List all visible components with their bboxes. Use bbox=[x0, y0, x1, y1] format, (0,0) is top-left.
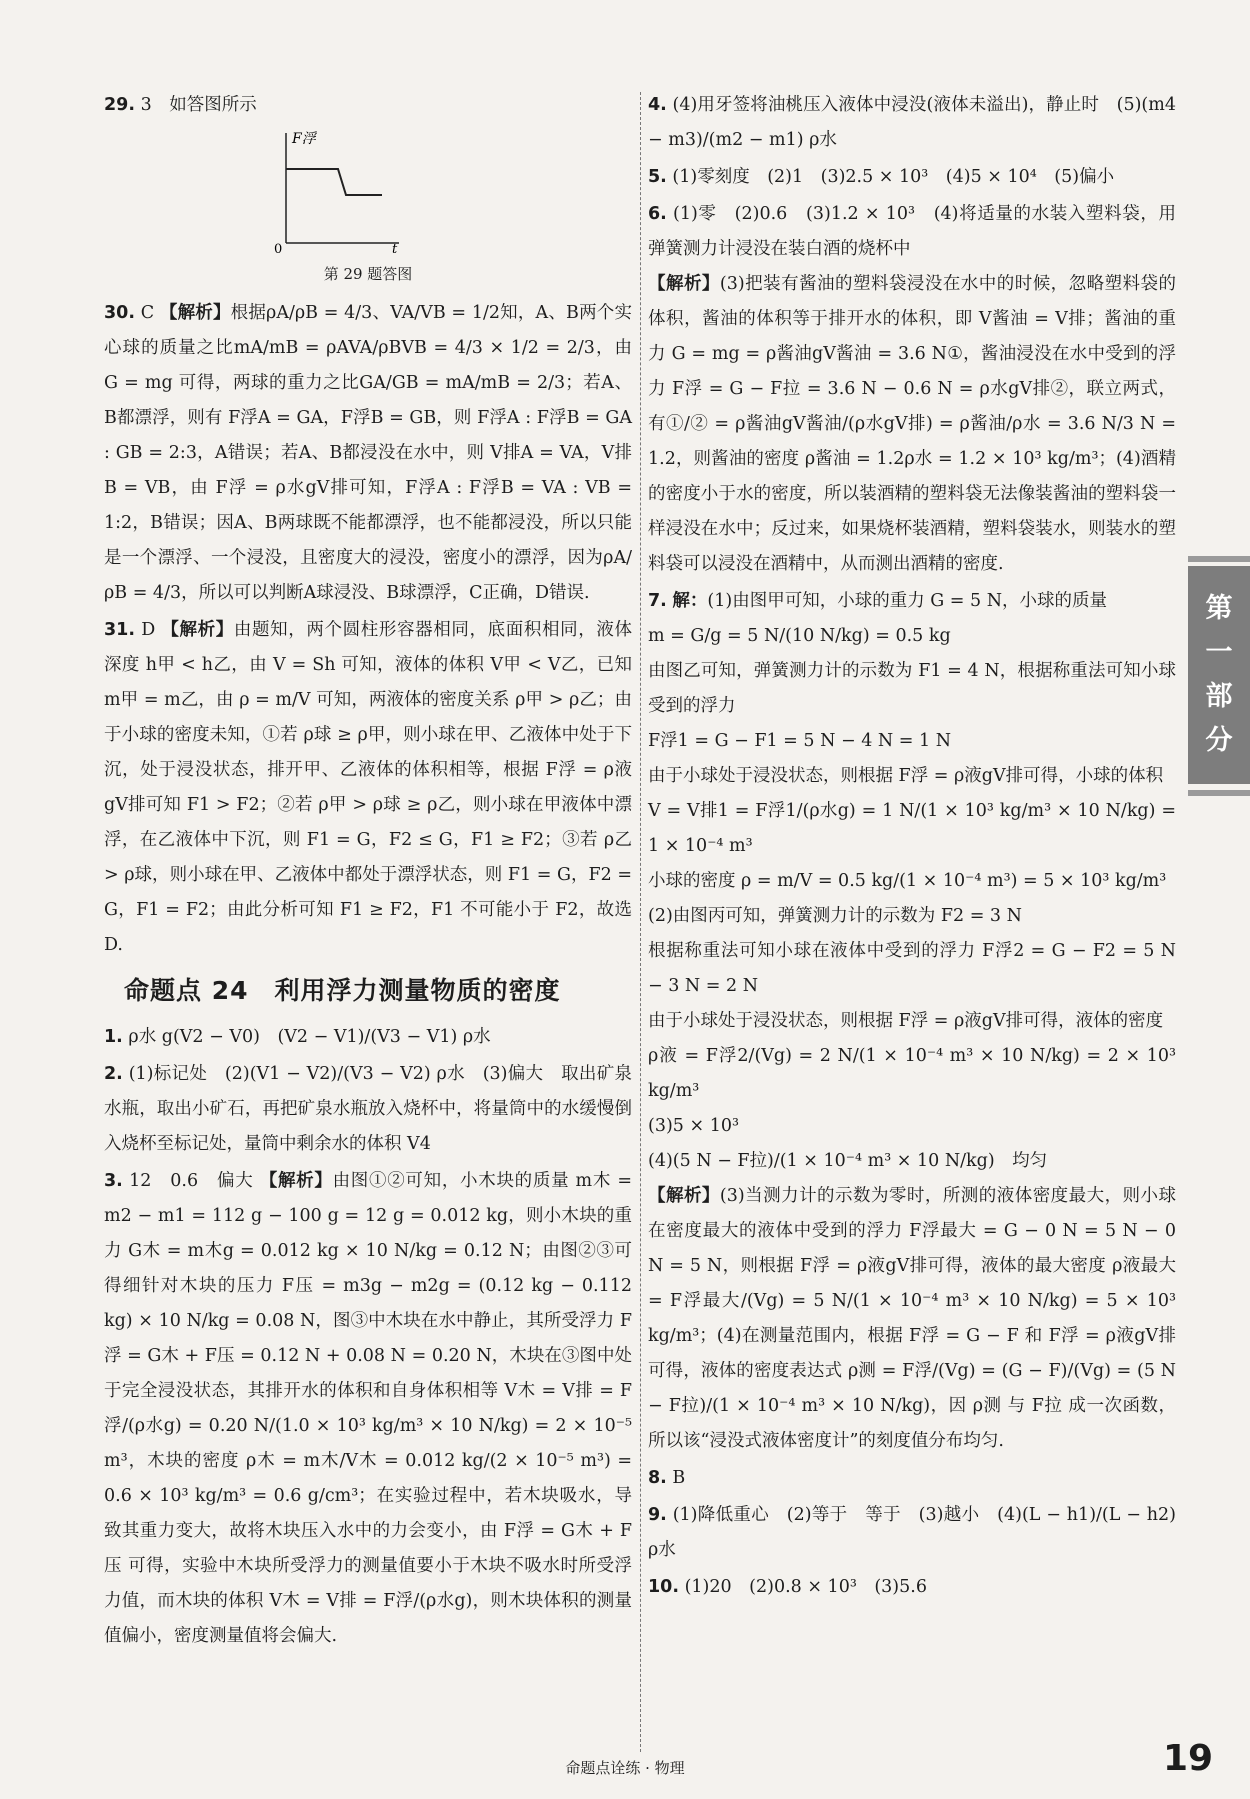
page-footer: 命题点诠练 · 物理 bbox=[565, 1759, 685, 1777]
a7-line: 由于小球处于浸没状态，则根据 F浮 = ρ液gV排可得，液体的密度 bbox=[648, 1011, 1164, 1031]
page-number: 19 bbox=[1163, 1738, 1214, 1779]
answer-1: 1. ρ水 g(V2 − V0) (V2 − V1)/(V3 − V1) ρ水 bbox=[104, 1027, 491, 1047]
a7-line: 由图乙可知，弹簧测力计的示数为 F1 = 4 N，根据称重法可知小球受到的浮力 bbox=[648, 661, 1176, 716]
right-column bbox=[648, 88, 1176, 1607]
a7-line: 由于小球处于浸没状态，则根据 F浮 = ρ液gV排可得，小球的体积 bbox=[648, 766, 1164, 786]
answer-6: 6. (1)零 (2)0.6 (3)1.2 × 10³ (4)将适量的水装入塑料袋，用弹簧测力计浸没在装白酒的烧杯中 【解析】(3)把装有酱油的塑料袋浸没在水中的时候，忽略塑料袋的体积，酱油的体积等于排开水的体积，即 V酱油 = V排；酱油的重力 G = mg = ρ酱油gV酱油 = 3.6 N①，酱油浸没在水中受到的浮力 F浮 = G − F拉 = 3.6 N − 0.6 N = ρ水gV排②，联立两式，有①/② = ρ酱油gV酱油/(ρ水gV排) = ρ酱油/ρ水 = 3.6 N/3 N = 1.2，则酱油的密度 ρ酱油 = 1.2ρ水 = 1.2 × 10³ kg/m³；(4)酒精的密度小于水的密度，所以装酒精的塑料袋无法像装酱油的塑料袋一样浸没在水中；反过来，如果烧杯装酒精，塑料袋装水，则装水的塑料袋可以浸没在酒精中，从而测出酒精的密度. bbox=[648, 204, 1176, 574]
answer-31: 31. D 【解析】由题知，两个圆柱形容器相同，底面积相同，液体深度 h甲 < h乙，由 V = Sh 可知，液体的体积 V甲 < V乙，已知 m甲 = m乙，由 ρ = m/V 可知，两液体的密度关系 ρ甲 > ρ乙；由于小球的密度未知，①若 ρ球 ≥ ρ甲，则小球在甲、乙液体中处于下沉，处于浸没状态，排开甲、乙液体的体积相等，根据 F浮 = ρ液gV排可知 F1 > F2；②若 ρ甲 > ρ球 ≥ ρ乙，则小球在甲液体中漂浮，在乙液体中下沉，则 F1 = G，F2 ≤ G，F1 ≥ F2；③若 ρ乙 > ρ球，则小球在甲、乙液体中都处于漂浮状态，则 F1 = G，F2 = G，F1 = F2；由此分析可知 F1 ≥ F2，F1 不可能小于 F2，故选 D. bbox=[104, 620, 632, 955]
answer-5: 5. (1)零刻度 (2)1 (3)2.5 × 10³ (4)5 × 10⁴ (5)偏小 bbox=[648, 167, 1115, 187]
a7-line: 根据称重法可知小球在液体中受到的浮力 F浮2 = G − F2 = 5 N − 3 N = 2 N bbox=[648, 941, 1176, 996]
a7-line: 小球的密度 ρ = m/V = 0.5 kg/(1 × 10⁻⁴ m³) = 5 × 10³ kg/m³ bbox=[648, 871, 1167, 891]
graph-curve bbox=[286, 169, 382, 195]
side-tab-bar-bottom bbox=[1188, 790, 1250, 796]
left-column bbox=[104, 88, 632, 1656]
graph-origin: 0 bbox=[274, 242, 283, 255]
answer-3: 3. 12 0.6 偏大 【解析】由图①②可知，小木块的质量 m木 = m2 − m1 = 112 g − 100 g = 12 g = 0.012 kg，则小木块的重力 G木 = m木g = 0.012 kg × 10 N/kg = 0.12 N；由图②③可得细针对木块的压力 F压 = m3g − m2g = (0.12 kg − 0.112 kg) × 10 N/kg = 0.08 N，图③中木块在水中静止，其所受浮力 F浮 = G木 + F压 = 0.12 N + 0.08 N = 0.20 N，木块在③图中处于完全浸没状态，其排开水的体积和自身体积相等 V木 = V排 = F浮/(ρ水g) = 0.20 N/(1.0 × 10³ kg/m³ × 10 N/kg) = 2 × 10⁻⁵ m³，木块的密度 ρ木 = m木/V木 = 0.012 kg/(2 × 10⁻⁵ m³) = 0.6 × 10³ kg/m³ = 0.6 g/cm³；在实验过程中，若木块吸水，导致其重力变大，故将木块压入水中的力会变小，由 F浮 = G木 + F压 可得，实验中木块所受浮力的测量值要小于木块不吸水时所受浮力值，而木块的体积 V木 = V排 = F浮/(ρ水g)，则木块体积的测量值偏小，密度测量值将会偏大. bbox=[104, 1171, 632, 1646]
graph-y-label: F浮 bbox=[292, 131, 316, 147]
a7-line: m = G/g = 5 N/(10 N/kg) = 0.5 kg bbox=[648, 626, 951, 646]
a7-line: (4)(5 N − F拉)/(1 × 10⁻⁴ m³ × 10 N/kg) 均匀 bbox=[648, 1151, 1048, 1171]
figure-caption: 第 29 题答图 bbox=[323, 265, 413, 283]
column-divider bbox=[640, 92, 641, 1752]
graph-x-label: t bbox=[392, 242, 398, 255]
side-tab-bar-top bbox=[1188, 556, 1250, 562]
a7-line: F浮1 = G − F1 = 5 N − 4 N = 1 N bbox=[648, 731, 952, 751]
answer-29: 29. 3 如答图所示 bbox=[104, 95, 257, 115]
a7-line: V = V排1 = F浮1/(ρ水g) = 1 N/(1 × 10³ kg/m³ × 10 N/kg) = 1 × 10⁻⁴ m³ bbox=[648, 801, 1176, 856]
answer-9: 9. (1)降低重心 (2)等于 等于 (3)越小 (4)(L − h1)/(L − h2) ρ水 bbox=[648, 1505, 1176, 1560]
answer-2: 2. (1)标记处 (2)(V1 − V2)/(V3 − V2) ρ水 (3)偏大 取出矿泉水瓶，取出小矿石，再把矿泉水瓶放入烧杯中，将量筒中的水缓慢倒入烧杯至标记处，量筒中剩余水的体积 V4 bbox=[104, 1064, 632, 1154]
answer-8: 8. B bbox=[648, 1468, 686, 1488]
section-heading: 命题点 24 利用浮力测量物质的密度 bbox=[124, 976, 561, 1005]
a7-line: (2)由图丙可知，弹簧测力计的示数为 F2 = 3 N bbox=[648, 906, 1022, 926]
buoyancy-time-graph bbox=[274, 125, 404, 255]
answer-10: 10. (1)20 (2)0.8 × 10³ (3)5.6 bbox=[648, 1577, 927, 1597]
answer-7: 7. 解：(1)由图甲可知，小球的重力 G = 5 N，小球的质量 m = G/g = 5 N/(10 N/kg) = 0.5 kg 由图乙可知，弹簧测力计的示数为 F1 = 4 N，根据称重法可知小球受到的浮力 F浮1 = G − F1 = 5 N − 4 N = 1 N 由于小球处于浸没状态，则根据 F浮 = ρ液gV排可得，小球的体积 V = V排1 = F浮1/(ρ水g) = 1 N/(1 × 10³ kg/m³ × 10 N/kg) = 1 × 10⁻⁴ m³ 小球的密度 ρ = m/V = 0.5 kg/(1 × 10⁻⁴ m³) = 5 × 10³ kg/m³ (2)由图丙可知，弹簧测力计的示数为 F2 = 3 N 根据称重法可知小球在液体中受到的浮力 F浮2 = G − F2 = 5 N − 3 N = 2 N 由于小球处于浸没状态，则根据 F浮 = ρ液gV排可得，液体的密度 ρ液 = F浮2/(Vg) = 2 N/(1 × 10⁻⁴ m³ × 10 N/kg) = 2 × 10³ kg/m³ (3)5 × 10³ (4)(5 N − F拉)/(1 × 10⁻⁴ m³ × 10 N/kg) 均匀 【解析】(3)当测力计的示数为零时，所测的液体密度最大，则小球在密度最大的液体中受到的浮力 F浮最大 = G − 0 N = 5 N − 0 N = 5 N，则根据 F浮 = ρ液gV排可得，液体的最大密度 ρ液最大 = F浮最大/(Vg) = 5 N/(1 × 10⁻⁴ m³ × 10 N/kg) = 5 × 10³ kg/m³；(4)在测量范围内，根据 F浮 = G − F 和 F浮 = ρ液gV排可得，液体的密度表达式 ρ测 = F浮/(Vg) = (G − F)/(Vg) = (5 N − F拉)/(1 × 10⁻⁴ m³ × 10 N/kg)，因 ρ测 与 F拉 成一次函数，所以该“浸没式液体密度计”的刻度值分布均匀. bbox=[648, 591, 1176, 1451]
answer-4: 4. (4)用牙签将油桃压入液体中浸没(液体未溢出)，静止时 (5)(m4 − m3)/(m2 − m1) ρ水 bbox=[648, 95, 1176, 150]
answer-30: 30. C 【解析】根据ρA/ρB = 4/3、VA/VB = 1/2知，A、B两个实心球的质量之比mA/mB = ρAVA/ρBVB = 4/3 × 1/2 = 2/3，由 G = mg 可得，两球的重力之比GA/GB = mA/mB = 2/3；若A、B都漂浮，则有 F浮A = GA，F浮B = GB，则 F浮A : F浮B = GA : GB = 2:3，A错误；若A、B都浸没在水中，则 V排A = VA，V排B = VB，由 F浮 = ρ水gV排可知，F浮A : F浮B = VA : VB = 1:2，B错误；因A、B两球既不能都漂浮，也不能都浸没，所以只能是一个漂浮、一个浸没，且密度大的浸没，密度小的漂浮，因为ρA/ρB = 4/3，所以可以判断A球浸没、B球漂浮，C正确，D错误. bbox=[104, 303, 632, 603]
a7-line: ρ液 = F浮2/(Vg) = 2 N/(1 × 10⁻⁴ m³ × 10 N/kg) = 2 × 10³ kg/m³ bbox=[648, 1046, 1176, 1101]
part-one-tab: 第 一 部 分 bbox=[1188, 566, 1250, 784]
a7-line: (3)5 × 10³ bbox=[648, 1116, 739, 1136]
